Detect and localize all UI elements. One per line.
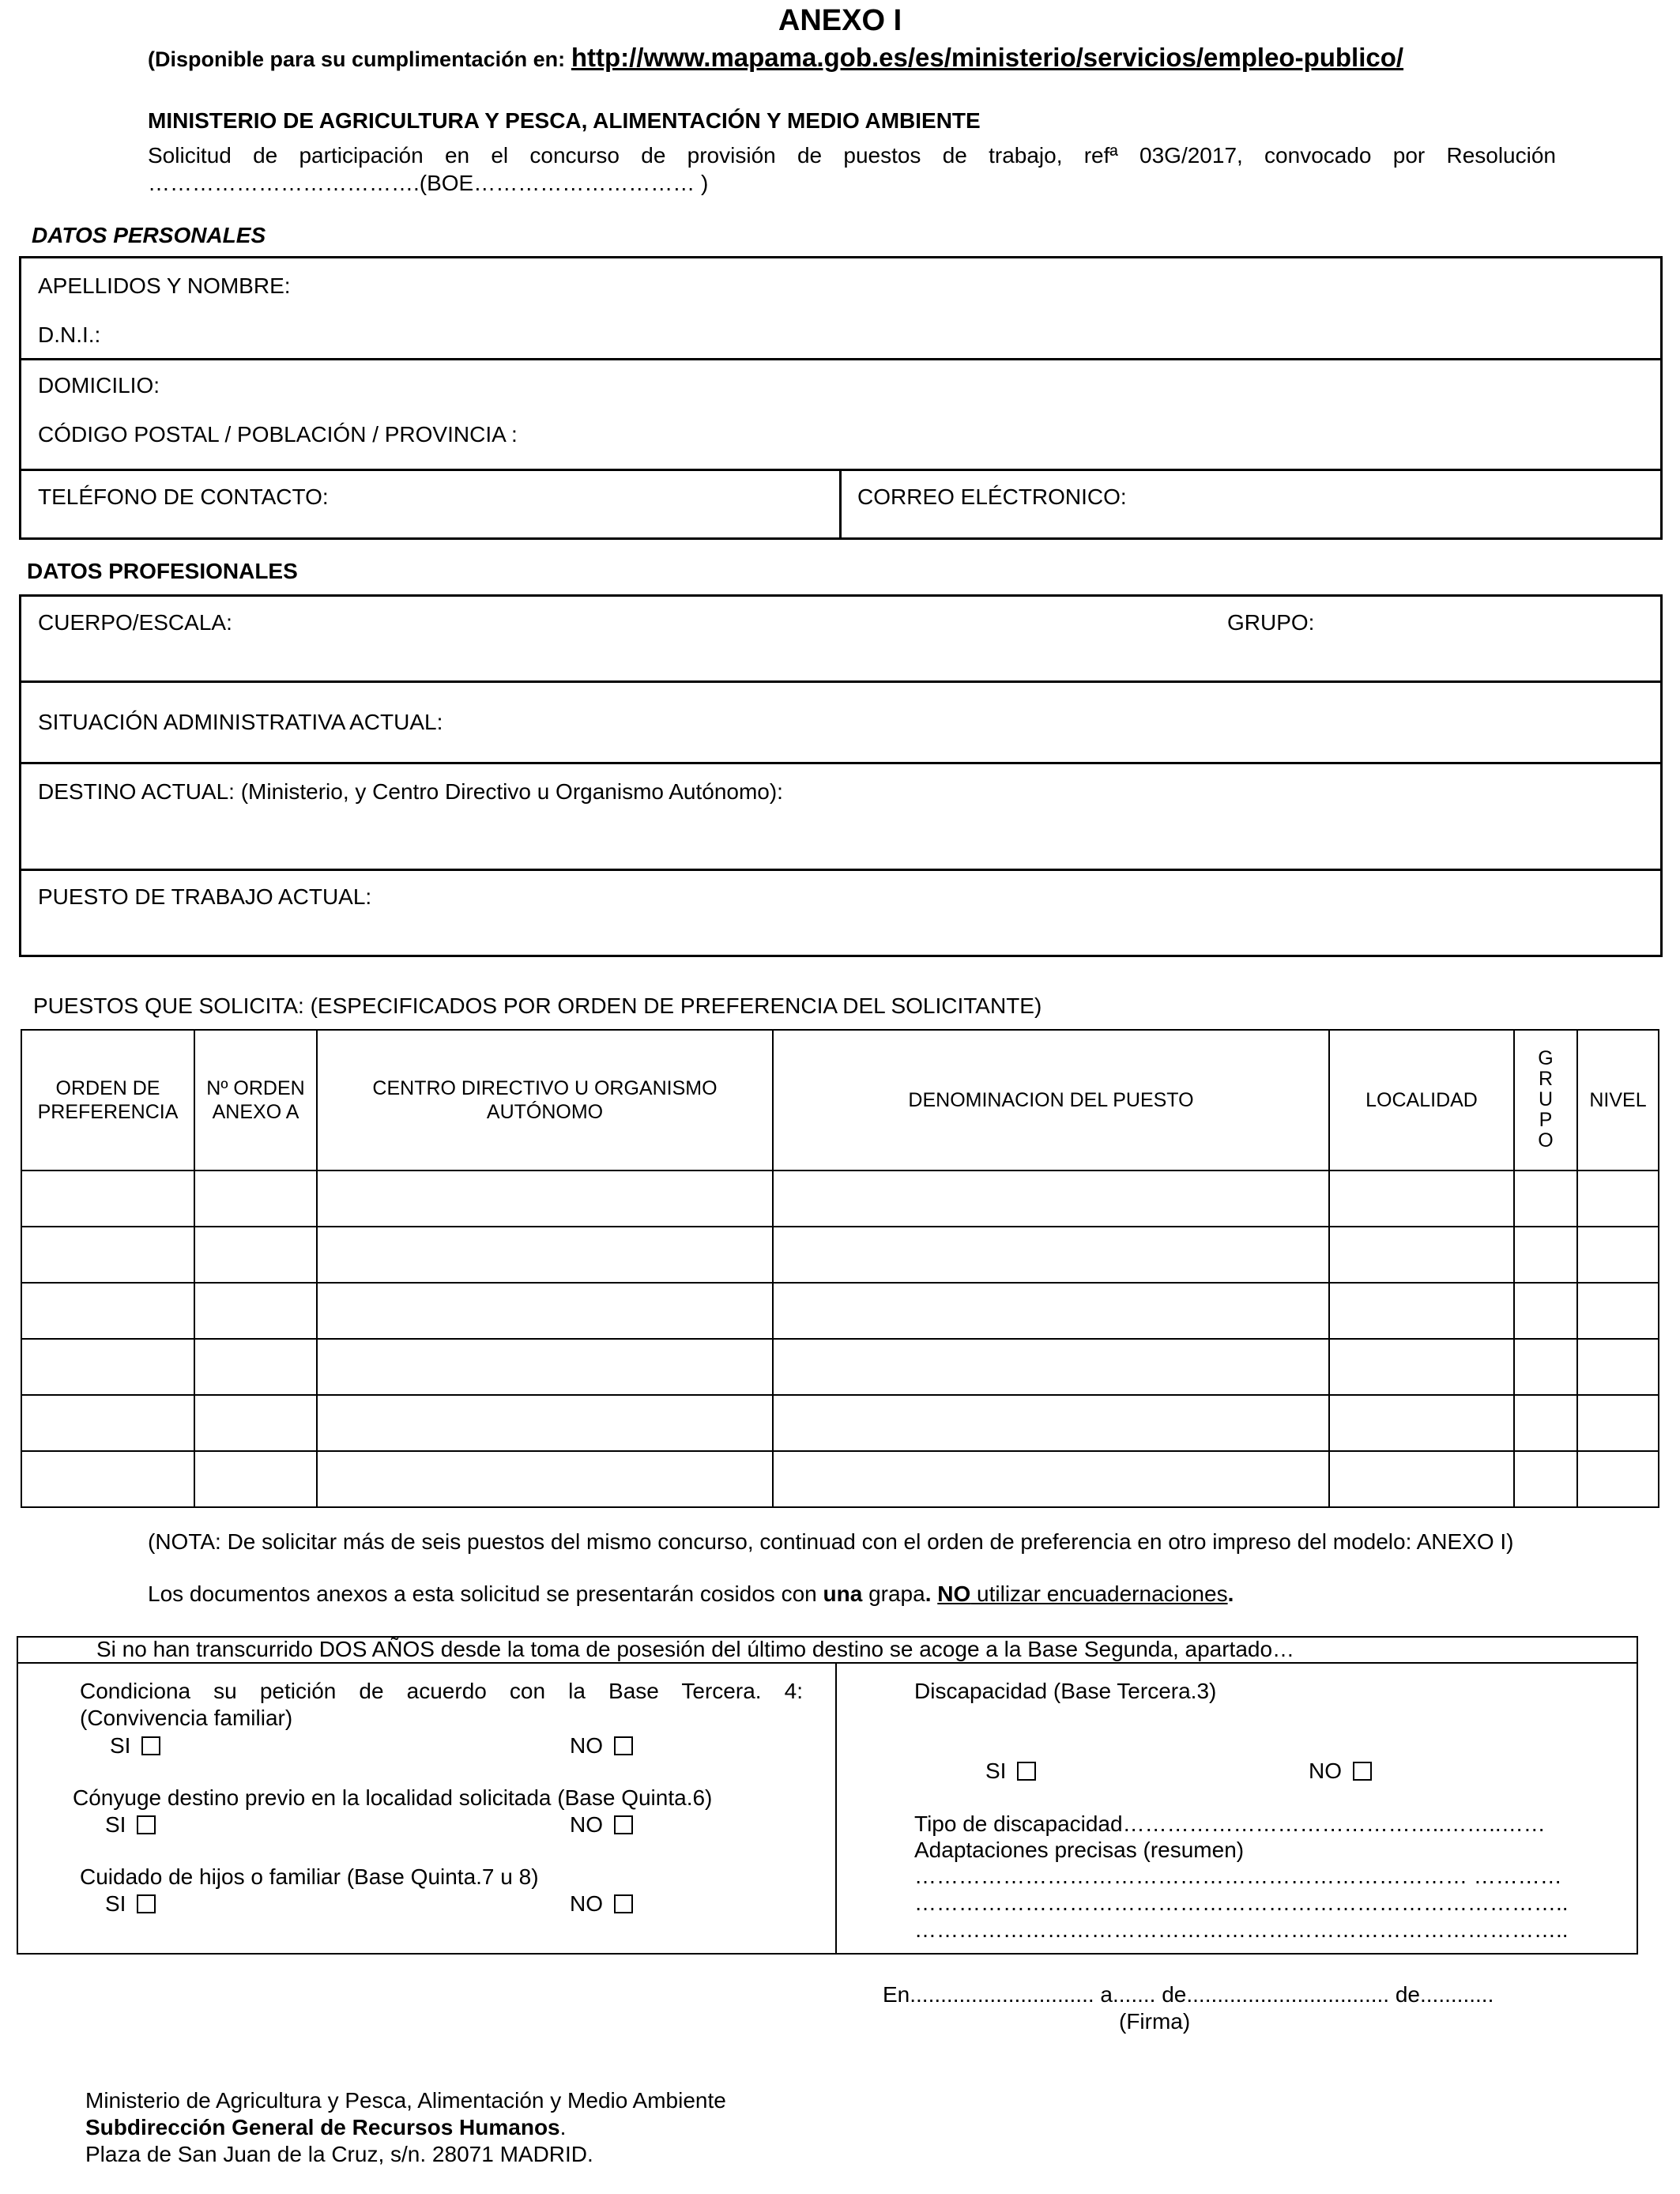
position-label: PUESTO DE TRABAJO ACTUAL: [38,884,372,909]
table-row [21,1451,1659,1507]
footer-department [85,2114,566,2141]
table-cell[interactable] [21,1171,194,1227]
disability-no-checkbox[interactable] [1353,1762,1372,1781]
table-cell[interactable] [1514,1451,1577,1507]
table-row [21,1171,1659,1227]
personal-section-title: DATOS PERSONALES [32,223,266,247]
disability-yes [985,1758,1036,1785]
adaptations-line-2[interactable]: …………………………………………………………………………….. [914,1891,1569,1915]
table-cell[interactable] [1577,1227,1659,1283]
table-cell[interactable] [1329,1451,1514,1507]
table-cell[interactable] [1577,1395,1659,1451]
disability-title: Discapacidad (Base Tercera.3) [914,1679,1217,1703]
situation-label: SITUACIÓN ADMINISTRATIVA ACTUAL: [38,710,443,734]
cond-spouse-yes [105,1811,156,1838]
cond-cohabitation-yes [110,1732,160,1759]
cond-spouse: Cónyuge destino previo en la localidad solicitada (Base Quinta.6) [73,1785,713,1810]
cond-spouse-no [570,1811,633,1838]
table-cell[interactable] [773,1339,1329,1395]
col-group [1514,1030,1577,1171]
divider [19,680,1663,683]
table-cell[interactable] [1329,1171,1514,1227]
address-label: DOMICILIO: [38,373,160,398]
table-cell[interactable] [21,1451,194,1507]
ministry-heading: MINISTERIO DE AGRICULTURA Y PESCA, ALIMENTACIÓN Y MEDIO AMBIENTE [148,108,981,133]
table-cell[interactable] [1514,1395,1577,1451]
footer-address: Plaza de San Juan de la Cruz, s/n. 28071 MADRID. [85,2142,593,2166]
spouse-yes-checkbox[interactable] [137,1815,156,1834]
group-label: GRUPO: [1227,610,1315,635]
cond-childcare-yes [105,1891,156,1917]
table-cell[interactable] [1514,1339,1577,1395]
table-cell[interactable] [194,1227,317,1283]
dni-label: D.N.I.: [38,322,101,347]
no-label: NO [570,1891,603,1916]
yes-label: SI [110,1733,131,1758]
table-cell[interactable] [194,1339,317,1395]
col-level: NIVEL [1577,1030,1659,1171]
no-label: NO [570,1812,603,1837]
destination-label: DESTINO ACTUAL: (Ministerio, y Centro Directivo u Organismo Autónomo): [38,779,783,804]
postal-label: CÓDIGO POSTAL / POBLACIÓN / PROVINCIA : [38,422,518,447]
availability-prefix: (Disponible para su cumplimentación en: [148,47,566,71]
note-emphasis: una [823,1581,863,1606]
childcare-no-checkbox[interactable] [614,1894,633,1913]
note-documents [148,1581,1234,1608]
table-cell[interactable] [1514,1171,1577,1227]
no-label: NO [1309,1759,1342,1783]
table-cell[interactable] [21,1283,194,1339]
positions-table-header [21,1030,1659,1171]
table-cell[interactable] [317,1395,773,1451]
divider [19,869,1663,871]
cond-cohabitation-line1: Condiciona su petición de acuerdo con la Base Tercera. 4: [80,1679,803,1703]
table-cell[interactable] [21,1339,194,1395]
table-cell[interactable] [1577,1283,1659,1339]
note-emphasis: NO [937,1581,971,1606]
note-text: . [925,1581,938,1606]
note-text: grapa [862,1581,925,1606]
disability-type-field[interactable]: Tipo de discapacidad……………………………………..……..…… [914,1811,1546,1836]
table-cell[interactable] [773,1283,1329,1339]
col-position-name: DENOMINACION DEL PUESTO [773,1030,1329,1171]
footer-period: . [559,2115,567,2139]
divider [19,358,1663,360]
yes-label: SI [105,1891,126,1916]
table-cell[interactable] [317,1283,773,1339]
note-more-positions: (NOTA: De solicitar más de seis puestos del mismo concurso, continuad con el orden de preferencia en otro impreso del modelo: ANEXO I) [148,1529,1514,1554]
divider [835,1662,837,1955]
two-years-clause: Si no han transcurrido DOS AÑOS desde la toma de posesión del último destino se acoge a la Base Segunda, apartado… [96,1637,1295,1661]
divider [839,469,842,540]
body-scale-label: CUERPO/ESCALA: [38,610,232,635]
footer-ministry: Ministerio de Agricultura y Pesca, Alimentación y Medio Ambiente [85,2088,726,2113]
signature-label: (Firma) [1119,2009,1191,2034]
table-cell[interactable] [1329,1395,1514,1451]
cond-childcare: Cuidado de hijos o familiar (Base Quinta.7 u 8) [80,1864,539,1889]
disability-no [1309,1758,1372,1785]
table-cell[interactable] [1514,1227,1577,1283]
yes-label: SI [105,1812,126,1837]
table-cell[interactable] [1577,1451,1659,1507]
table-cell[interactable] [194,1283,317,1339]
table-cell[interactable] [773,1451,1329,1507]
place-date-line[interactable]: En.............................. a....... de................................. de............ [883,1982,1494,2007]
note-text: . [1227,1581,1234,1606]
table-cell[interactable] [194,1451,317,1507]
table-row [21,1339,1659,1395]
note-text: Los documentos anexos a esta solicitud se presentarán cosidos con [148,1581,823,1606]
table-cell[interactable] [1329,1339,1514,1395]
table-cell[interactable] [317,1171,773,1227]
col-group-label: GRUPO [1538,1047,1554,1152]
divider [19,762,1663,764]
table-cell[interactable] [773,1171,1329,1227]
positions-title: PUESTOS QUE SOLICITA: (ESPECIFICADOS POR ORDEN DE PREFERENCIA DEL SOLICITANTE) [33,993,1042,1018]
table-cell[interactable] [21,1395,194,1451]
disability-yes-checkbox[interactable] [1017,1762,1036,1781]
footer-department-name: Subdirección General de Recursos Humanos [85,2115,560,2139]
adaptations-label: Adaptaciones precisas (resumen) [914,1838,1245,1862]
cond-cohabitation-no [570,1732,633,1759]
table-cell[interactable] [1577,1339,1659,1395]
no-label: NO [570,1733,603,1758]
table-cell[interactable] [773,1395,1329,1451]
cond-childcare-no [570,1891,633,1917]
table-cell[interactable] [317,1451,773,1507]
adaptations-line-3[interactable]: …………………………………………………………………………….. [914,1917,1569,1942]
table-cell[interactable] [194,1171,317,1227]
phone-label: TELÉFONO DE CONTACTO: [38,484,329,509]
col-locality: LOCALIDAD [1329,1030,1514,1171]
table-cell[interactable] [194,1395,317,1451]
availability-url-link[interactable]: http://www.mapama.gob.es/es/ministerio/servicios/empleo-publico/ [571,43,1404,72]
request-line-2: ……………………………….(BOE………………………… ) [148,171,709,195]
availability-line [148,44,1403,73]
table-cell[interactable] [1329,1227,1514,1283]
professional-section-title: DATOS PROFESIONALES [27,559,298,583]
cohabitation-no-checkbox[interactable] [614,1736,633,1755]
col-directive-center: CENTRO DIRECTIVO U ORGANISMO AUTÓNOMO [317,1030,773,1171]
yes-label: SI [985,1759,1007,1783]
table-cell[interactable] [317,1227,773,1283]
col-annex-order: Nº ORDEN ANEXO A [194,1030,317,1171]
note-text: utilizar encuadernaciones [970,1581,1228,1606]
col-preference-order: ORDEN DE PREFERENCIA [21,1030,194,1171]
name-label: APELLIDOS Y NOMBRE: [38,273,291,298]
table-row [21,1395,1659,1451]
cohabitation-yes-checkbox[interactable] [141,1736,160,1755]
table-cell[interactable] [1577,1171,1659,1227]
table-row [21,1227,1659,1283]
positions-table [21,1029,1659,1508]
table-cell[interactable] [1329,1283,1514,1339]
request-line-1: Solicitud de participación en el concurso de provisión de puestos de trabajo, refª 03G/2017, convocado por Resolución [148,143,1556,168]
document-title: ANEXO I [778,4,902,37]
spouse-no-checkbox[interactable] [614,1815,633,1834]
childcare-yes-checkbox[interactable] [137,1894,156,1913]
cond-cohabitation-line2: (Convivencia familiar) [80,1706,293,1730]
table-cell[interactable] [773,1227,1329,1283]
email-label: CORREO ELÉCTRONICO: [857,484,1127,509]
table-cell[interactable] [317,1339,773,1395]
adaptations-line-1[interactable]: ………………………………………………………………… ………… [914,1864,1562,1888]
table-cell[interactable] [1514,1283,1577,1339]
table-row [21,1283,1659,1339]
table-cell[interactable] [21,1227,194,1283]
